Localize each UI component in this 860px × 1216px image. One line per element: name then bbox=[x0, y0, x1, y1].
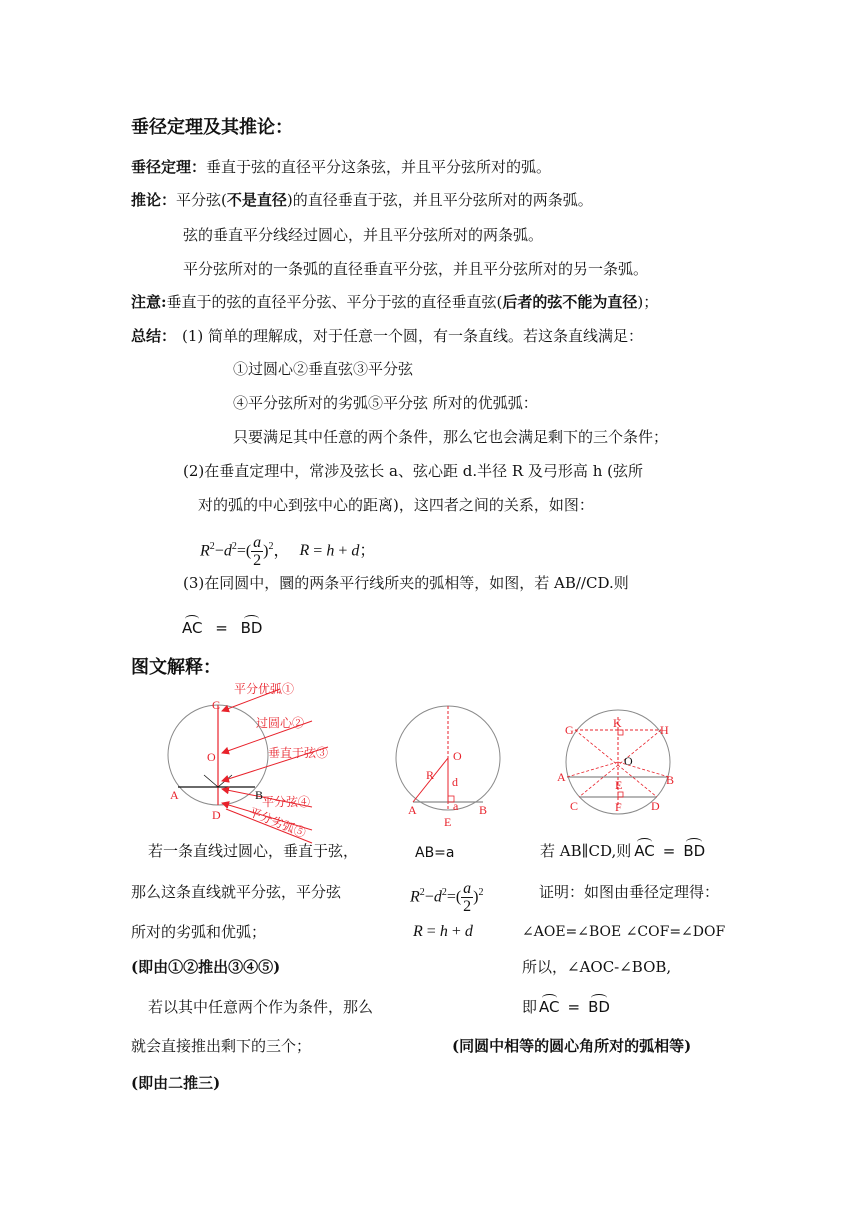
formula-sq: 2 bbox=[209, 541, 215, 552]
formula-d-2: d bbox=[351, 542, 360, 560]
summary-label: 总结： bbox=[131, 327, 177, 345]
col3-ji-line bbox=[522, 997, 610, 1017]
fig1-label-C: C bbox=[212, 698, 221, 712]
c2-sq-2: 2 bbox=[441, 887, 447, 898]
corollary-text-b: )的直径垂直于弦，并且平分弦所对的两条弧。 bbox=[286, 191, 593, 209]
frac-den: 2 bbox=[253, 552, 262, 570]
c2-den: 2 bbox=[463, 898, 472, 916]
c2-sq: 2 bbox=[419, 887, 425, 898]
col3-ji-arc-BD: BD bbox=[588, 998, 610, 1016]
corollary-bold: 不是直径 bbox=[226, 191, 287, 209]
fig1-note-4: 平分弦④ bbox=[262, 795, 311, 809]
fig2-label-R: R bbox=[426, 768, 435, 782]
summary-cond-3: 只要满足其中任意的两个条件，那么它也会满足剩下的三个条件； bbox=[233, 428, 669, 446]
fig1-label-B: B bbox=[255, 788, 264, 802]
fig2-label-A: A bbox=[408, 803, 417, 817]
c2b-h: h bbox=[439, 923, 448, 940]
fig3-label-B: B bbox=[666, 773, 675, 787]
corollary-label: 推论： bbox=[131, 191, 177, 209]
fig1-label-D: D bbox=[212, 808, 221, 822]
theorem-label: 垂径定理： bbox=[131, 158, 207, 176]
summary-item-2b: 对的弧的中心到弦中心的距离)，这四者之间的关系，如图： bbox=[198, 496, 594, 514]
corollary-line-1 bbox=[131, 190, 593, 210]
formula-R: R bbox=[200, 542, 210, 560]
c2b-d: d bbox=[464, 923, 473, 940]
col1-line-6: 就会直接推出剩下的三个； bbox=[131, 1037, 312, 1055]
arc-eq-sign: = bbox=[215, 619, 228, 637]
figure-3 bbox=[553, 707, 683, 819]
fig2-label-B: B bbox=[479, 803, 488, 817]
fig1-note-3: 垂直于弦③ bbox=[268, 746, 329, 760]
arc-BD: BD bbox=[240, 619, 263, 637]
formula-d: d bbox=[223, 542, 232, 560]
fig3-label-G: G bbox=[565, 723, 574, 737]
arc-equation bbox=[182, 618, 262, 638]
note-end: )； bbox=[637, 293, 659, 311]
note-label: 注意: bbox=[131, 293, 167, 311]
col3-if-line bbox=[540, 841, 705, 861]
c2-R: R bbox=[410, 888, 420, 906]
fig3-label-E: E bbox=[615, 778, 623, 792]
formula-sq-2: 2 bbox=[231, 541, 237, 552]
formula-R-2: R bbox=[299, 542, 310, 560]
c2b-R: R bbox=[413, 923, 423, 940]
fig3-label-F: F bbox=[615, 800, 622, 814]
col2-formula-1: $R^2-d^2=$( $\frac{a}{2}$ )$^2$ bbox=[410, 880, 484, 916]
c2-sq-3: 2 bbox=[478, 887, 484, 898]
section-title: 图文解释： bbox=[131, 657, 221, 678]
fig1-label-O: O bbox=[207, 750, 216, 764]
col3-arc-AC: AC bbox=[634, 842, 655, 860]
fig3-label-A: A bbox=[557, 770, 566, 784]
col3-so: 所以，∠AOC-∠BOB, bbox=[522, 958, 672, 976]
theorem-line bbox=[131, 157, 551, 177]
arc-AC: AC bbox=[182, 619, 203, 637]
corollary-line-2: 弦的垂直平分线经过圆心，并且平分弦所对的两条弧。 bbox=[183, 226, 544, 244]
col3-ji-eq: = bbox=[567, 998, 581, 1016]
summary-cond-2: ④平分弦所对的劣弧⑤平分弦 所对的优弧弧： bbox=[233, 394, 538, 412]
col1-line-4: (即由①②推出③④⑤) bbox=[131, 958, 281, 976]
col3-ji-arc-AC: AC bbox=[539, 998, 560, 1016]
fig1-note-1: 平分优弧① bbox=[234, 682, 295, 696]
col1-line-1: 若一条直线过圆心，垂直于弦， bbox=[148, 842, 359, 860]
figure-1 bbox=[150, 675, 340, 845]
fig3-label-O: O bbox=[624, 754, 633, 768]
frac-num: a bbox=[253, 534, 262, 552]
fig2-label-a: a bbox=[453, 799, 459, 813]
col3-eq: = bbox=[662, 842, 676, 860]
formula-end: ； bbox=[359, 542, 376, 560]
note-line bbox=[131, 292, 658, 312]
fig2-label-O: O bbox=[453, 749, 462, 763]
formula-line: $R^2-d^2=$( $\frac{a}{2}$ )$^2$， R = h + d； bbox=[200, 534, 376, 570]
fig2-label-E: E bbox=[444, 815, 452, 829]
col1-line-7: (即由二推三) bbox=[131, 1074, 221, 1092]
summary-item-1: (1) 简单的理解成，对于任意一个圆，有一条直线。若这条直线满足： bbox=[182, 327, 644, 345]
col3-angles: ∠AOE=∠BOE ∠COF=∠DOF bbox=[522, 924, 726, 940]
summary-item-2a: (2)在垂直定理中，常涉及弦长 a、弦心距 d.半径 R 及弓形高 h (弦所 bbox=[183, 462, 643, 480]
fig1-note-5: 平分劣弧⑤ bbox=[246, 804, 308, 841]
fig3-label-H: H bbox=[660, 723, 669, 737]
formula-sq-3: 2 bbox=[268, 541, 274, 552]
col3-arc-BD: BD bbox=[683, 842, 706, 860]
formula-h: h bbox=[326, 542, 335, 560]
summary-line-1 bbox=[131, 326, 643, 346]
col1-line-3: 所对的劣弧和优弧； bbox=[131, 923, 267, 941]
col3-if: 若 AB∥CD,则 bbox=[540, 842, 632, 860]
col3-reason: (同圆中相等的圆心角所对的弧相等) bbox=[452, 1037, 692, 1055]
summary-item-3: (3)在同圆中，圜的两条平行线所夹的弧相等，如图，若 AB//CD.则 bbox=[183, 574, 629, 592]
fig1-note-2: 过圆心② bbox=[256, 716, 305, 730]
c2-num: a bbox=[463, 880, 472, 898]
summary-cond-1: ①过圆心②垂直弦③平分弦 bbox=[233, 360, 414, 378]
fig2-label-d: d bbox=[452, 775, 458, 789]
fig3-label-K: K bbox=[613, 716, 622, 730]
col1-line-5: 若以其中任意两个作为条件，那么 bbox=[148, 998, 374, 1016]
col1-line-2: 那么这条直线就平分弦，平分弦 bbox=[131, 883, 342, 901]
page-title: 垂径定理及其推论： bbox=[131, 117, 293, 138]
c2-d: d bbox=[433, 888, 442, 906]
theorem-text: 垂直于弦的直径平分这条弦，并且平分弦所对的弧。 bbox=[206, 158, 552, 176]
note-text: 垂直于的弦的直径平分弦、平分于弦的直径垂直弦( bbox=[166, 293, 503, 311]
corollary-text-a: 平分弦( bbox=[176, 191, 227, 209]
formula-fraction bbox=[251, 534, 263, 569]
corollary-line-3: 平分弦所对的一条弧的直径垂直平分弦，并且平分弦所对的另一条弧。 bbox=[183, 260, 649, 278]
col3-proof: 证明：如图由垂径定理得： bbox=[539, 883, 720, 901]
fig3-label-C: C bbox=[570, 799, 579, 813]
c2-fraction bbox=[461, 880, 473, 915]
note-bold: 后者的弦不能为直径 bbox=[502, 293, 638, 311]
fig3-label-D: D bbox=[651, 799, 660, 813]
col2-ab: AB=a bbox=[415, 845, 455, 861]
figure-2 bbox=[393, 700, 505, 830]
col2-formula-2: R = h + d bbox=[413, 923, 473, 940]
fig1-label-A: A bbox=[170, 788, 179, 802]
formula-sep: ， bbox=[273, 542, 290, 560]
col3-ji: 即 bbox=[522, 998, 538, 1016]
